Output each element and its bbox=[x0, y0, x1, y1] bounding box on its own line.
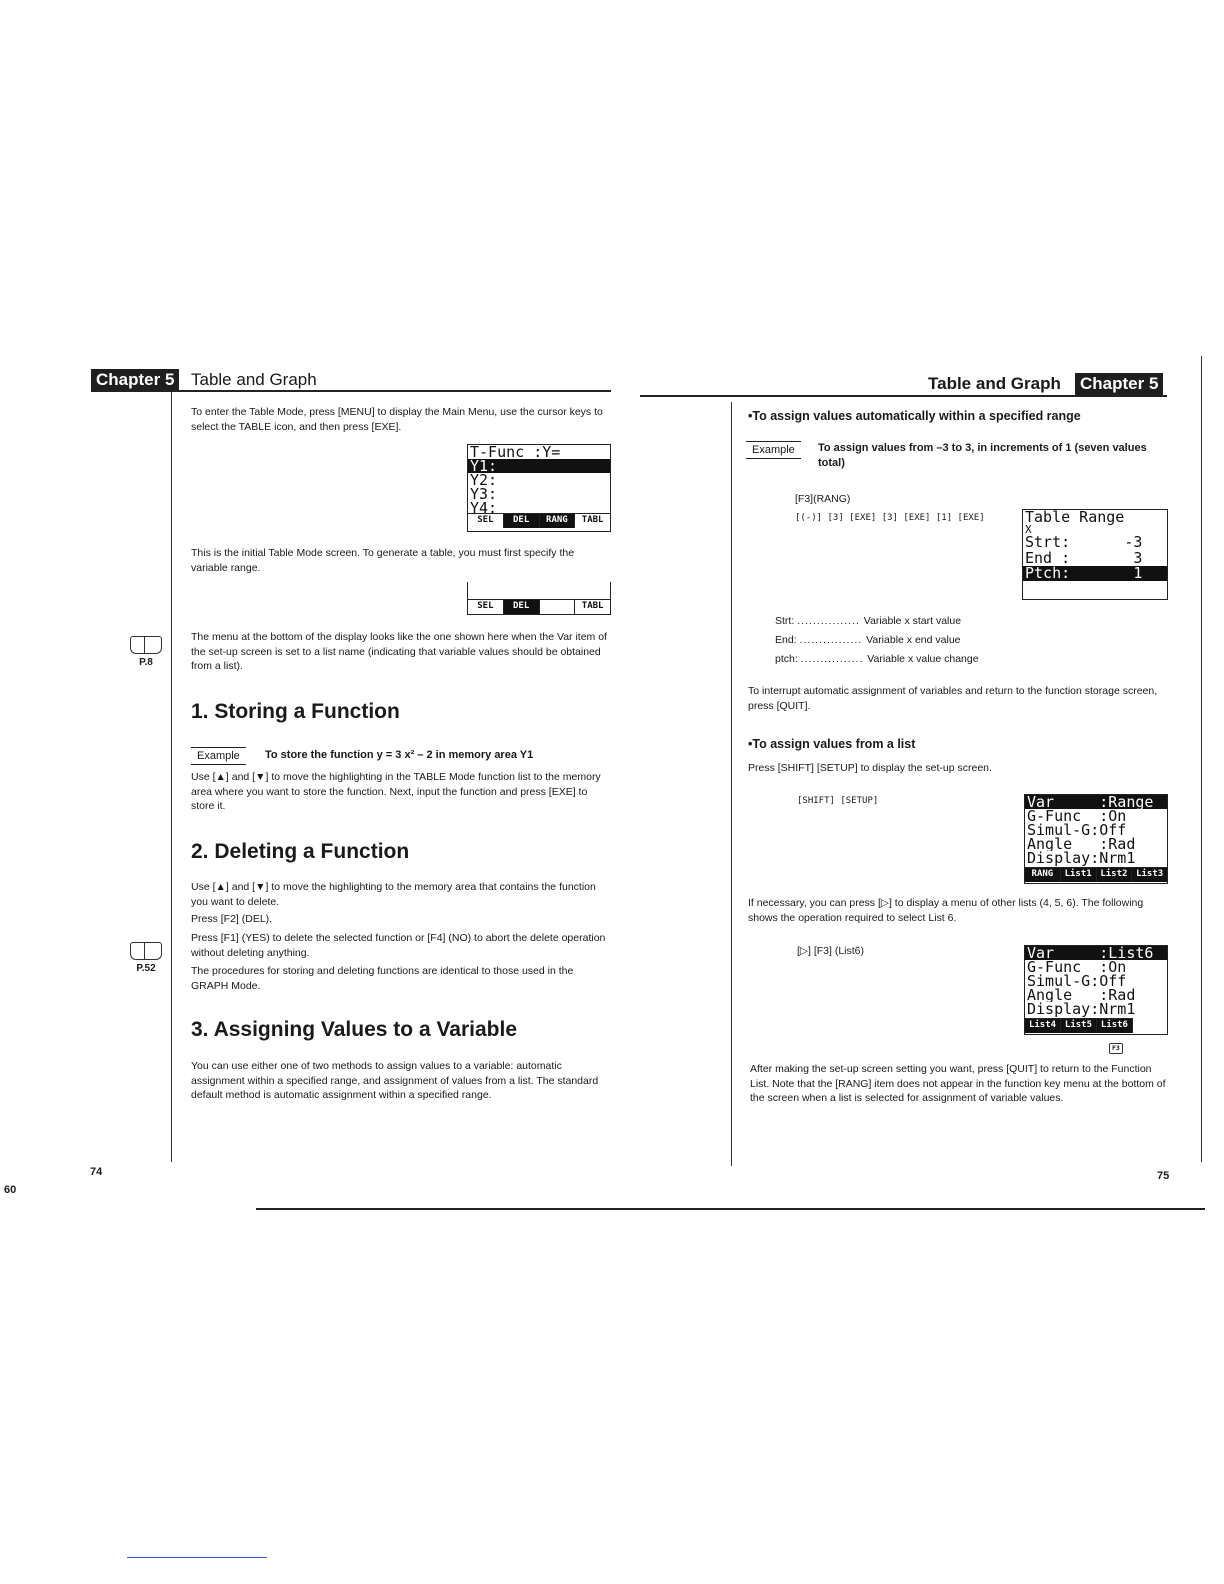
deleting-body-1: Use [▲] and [▼] to move the highlighting to the memory area that contains the function you want to delete. bbox=[191, 881, 596, 908]
key-f3-rang: [F3](RANG) bbox=[795, 493, 851, 505]
interrupt-text: To interrupt automatic assignment of variables and return to the function storage screen, press [QUIT]. bbox=[748, 685, 1158, 712]
section-title-storing: 1. Storing a Function bbox=[191, 700, 400, 723]
definition-row: ptch: ................ Variable x value change bbox=[775, 653, 979, 665]
more-lists-text: If necessary, you can press [▷] to display a menu of other lists (4, 5, 6). The following shows the operation required to select List 6. bbox=[748, 897, 1144, 924]
lcd-function-key-menu bbox=[1025, 1018, 1133, 1033]
subhead-auto-assign: •To assign values automatically within a specified range bbox=[748, 409, 1081, 423]
lcd-setup-range bbox=[1024, 794, 1168, 884]
fkey-list2: List2 bbox=[1097, 868, 1133, 882]
fkey-tabl: TABL bbox=[581, 515, 604, 525]
definition-term: Strt: bbox=[775, 615, 795, 627]
example-label: Example bbox=[191, 747, 246, 765]
fkey-list4: List4 bbox=[1025, 1019, 1061, 1033]
definition-desc: Variable x value change bbox=[867, 653, 979, 665]
chapter-tag-left: Chapter 5 bbox=[91, 369, 179, 391]
lcd-row-highlighted: Ptch: 1 bbox=[1023, 566, 1167, 581]
fkey-del: DEL bbox=[504, 514, 540, 528]
page-header-title-right: Table and Graph bbox=[928, 374, 1061, 393]
deleting-body-2: Press [F2] (DEL). bbox=[191, 913, 273, 925]
margin-divider-left bbox=[171, 392, 172, 1162]
fkey-rang: RANG bbox=[540, 514, 576, 528]
example-description: To assign values from –3 to 3, in increments of 1 (seven values total) bbox=[818, 442, 1147, 469]
book-icon bbox=[130, 942, 162, 960]
f3-key-icon: F3 bbox=[1109, 1043, 1123, 1054]
after-setup-text: After making the set-up screen setting you want, press [QUIT] to return to the Function List. Note that the [RANG] item does not appear in the function key menu at the bottom of the screen when a list is selected for assignment of variable values. bbox=[750, 1063, 1166, 1104]
lcd-row: X bbox=[1025, 525, 1032, 535]
bottom-link-line bbox=[127, 1557, 267, 1558]
fkey-blank bbox=[540, 600, 575, 614]
right-edge-line bbox=[1201, 356, 1202, 1162]
reference-page: P.8 bbox=[139, 657, 153, 668]
gutter-divider bbox=[731, 402, 732, 1166]
page-number-right: 75 bbox=[1157, 1170, 1170, 1182]
lcd-row: T-Func :Y= bbox=[470, 445, 561, 459]
fkey-rang: RANG bbox=[1025, 868, 1061, 882]
margin-reference-p8 bbox=[126, 636, 166, 668]
subhead-list-assign: •To assign values from a list bbox=[748, 737, 916, 751]
fkey-list1: List1 bbox=[1061, 868, 1097, 882]
definition-desc: Variable x start value bbox=[863, 615, 962, 627]
lcd-function-key-menu bbox=[468, 599, 610, 614]
lcd-row: Display:Nrm1 bbox=[1027, 1002, 1136, 1018]
lcd-menu-bar-list bbox=[467, 582, 611, 615]
lcd-row: Table Range bbox=[1025, 510, 1125, 525]
fkey-tabl: TABL bbox=[574, 600, 610, 614]
initial-screen-text: This is the initial Table Mode screen. To generate a table, you must first specify the variable range. bbox=[191, 547, 575, 574]
menu-note-text: The menu at the bottom of the display looks like the one shown here when the Var item of the set-up screen is set to a list name (indicating that variable values should be obtained from a list). bbox=[191, 631, 607, 672]
intro-text: To enter the Table Mode, press [MENU] to display the Main Menu, use the cursor keys to select the TABLE icon, and then press [EXE]. bbox=[191, 406, 603, 433]
lcd-row-highlighted: Y1: bbox=[468, 459, 610, 473]
definition-term: End: bbox=[775, 634, 797, 646]
fkey-del: DEL bbox=[504, 600, 540, 614]
definition-term: ptch: bbox=[775, 653, 798, 665]
example-label: Example bbox=[746, 441, 801, 459]
lcd-row-highlighted: Var :Range bbox=[1025, 795, 1167, 809]
page-header-title-left: Table and Graph bbox=[191, 370, 317, 389]
fkey-list6: List6 bbox=[1097, 1019, 1133, 1033]
section-title-assigning: 3. Assigning Values to a Variable bbox=[191, 1018, 518, 1041]
lcd-row: G-Func :On bbox=[1027, 960, 1127, 974]
lcd-row: End : 3 bbox=[1025, 551, 1143, 566]
definition-row: Strt: ................ Variable x start value bbox=[775, 615, 962, 627]
lcd-function-key-menu bbox=[1025, 867, 1167, 882]
f3-key-label bbox=[1108, 1040, 1124, 1058]
storing-body-text: Use [▲] and [▼] to move the highlighting in the TABLE Mode function list to the memory area where you want to store the function. Next, input the function and press [EXE] to store it. bbox=[191, 771, 601, 812]
press-setup-text: Press [SHIFT] [SETUP] to display the set-up screen. bbox=[748, 762, 992, 774]
lcd-function-key-menu bbox=[468, 513, 610, 528]
lcd-table-range bbox=[1022, 509, 1168, 600]
fkey-list3: List3 bbox=[1132, 868, 1167, 882]
deleting-body-4: The procedures for storing and deleting functions are identical to those used in the GRAPH Mode. bbox=[191, 965, 574, 992]
book-icon bbox=[130, 636, 162, 654]
bottom-rule bbox=[256, 1208, 1205, 1210]
key-sequence-setup: [SHIFT] [SETUP] bbox=[797, 796, 879, 806]
chapter-tag-right: Chapter 5 bbox=[1075, 373, 1163, 395]
outer-page-number: 60 bbox=[4, 1184, 17, 1196]
lcd-row: Simul-G:Off bbox=[1027, 974, 1127, 988]
definition-desc: Variable x end value bbox=[866, 634, 961, 646]
key-sequence-range: [(-)] [3] [EXE] [3] [EXE] [1] [EXE] bbox=[795, 513, 985, 523]
example-description: To store the function y = 3 x² – 2 in memory area Y1 bbox=[265, 749, 534, 761]
header-rule-right bbox=[640, 395, 1167, 397]
lcd-setup-list6 bbox=[1024, 945, 1168, 1035]
key-sequence-list6: [▷] [F3] (List6) bbox=[797, 945, 865, 957]
lcd-row-highlighted: Var :List6 bbox=[1025, 946, 1167, 960]
lcd-row: Simul-G:Off bbox=[1027, 823, 1127, 837]
fkey-list5: List5 bbox=[1061, 1019, 1097, 1033]
lcd-screen-table-mode bbox=[467, 444, 611, 532]
lcd-row: Angle :Rad bbox=[1027, 988, 1136, 1002]
lcd-row: Y2: bbox=[470, 473, 498, 487]
margin-reference-p52 bbox=[126, 942, 166, 974]
lcd-row: Y4: bbox=[470, 501, 498, 513]
lcd-row: Display:Nrm1 bbox=[1027, 851, 1136, 867]
definition-row: End: ................ Variable x end value bbox=[775, 634, 961, 646]
header-rule-left bbox=[91, 390, 611, 392]
page-number-left: 74 bbox=[90, 1166, 103, 1178]
lcd-row: G-Func :On bbox=[1027, 809, 1127, 823]
lcd-row: Strt: -3 bbox=[1025, 535, 1143, 551]
lcd-row: Y3: bbox=[470, 487, 498, 501]
deleting-body-3: Press [F1] (YES) to delete the selected function or [F4] (NO) to abort the delete operation without deleting anything. bbox=[191, 932, 606, 959]
assigning-body-text: You can use either one of two methods to assign values to a variable: automatic assignment within a specified range, and assignment of values from a list. The standard default method is automatic assignment within a specified range. bbox=[191, 1060, 599, 1101]
fkey-sel: SEL bbox=[468, 514, 504, 528]
reference-page: P.52 bbox=[136, 963, 156, 974]
section-title-deleting: 2. Deleting a Function bbox=[191, 840, 410, 863]
lcd-row: Angle :Rad bbox=[1027, 837, 1136, 851]
fkey-sel: SEL bbox=[468, 600, 504, 614]
